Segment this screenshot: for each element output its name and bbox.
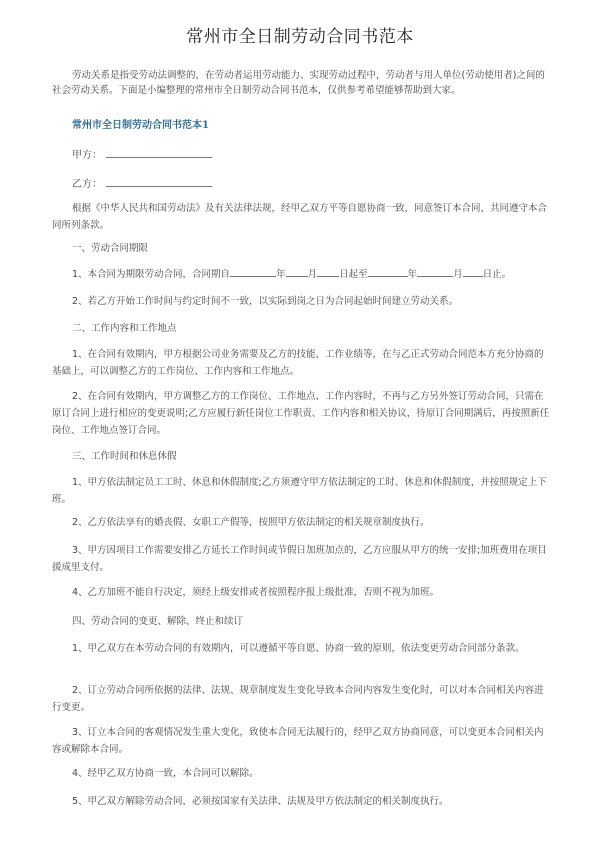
document-title: 常州市全日制劳动合同书范本	[186, 27, 414, 47]
end-month-blank	[417, 267, 453, 277]
hours-clause-3: 3、甲方因项目工作需要安排乙方延长工作时间或节假日加班加点的，乙方应服从甲方的统一安排;加班费用在项目援成里支付。	[52, 545, 547, 573]
party-a-label: 甲方：	[72, 150, 102, 161]
change-clause-2: 2、订立劳动合同所依据的法律、法规、规章制度发生变化导致本合同内容发生变化时，可以对本合同相关内容进行变更。	[52, 685, 544, 713]
hours-clause-1: 1、甲方依法制定员工工时、休息和休假制度;乙方须遵守甲方依法制定的工时、休息和休假制度，并按照规定上下班。	[52, 477, 547, 505]
change-clause-4: 4、经甲乙双方协商一致，本合同可以解除。	[72, 768, 259, 779]
end-year-label: 年	[407, 269, 418, 280]
day-label: 日起至	[339, 269, 368, 280]
month-label: 月	[307, 269, 318, 280]
month-blank	[286, 267, 308, 277]
hours-clause-4: 4、乙方加班不能自行决定，须经上级安排或者按照程序报上级批准，否则不视为加班。	[72, 587, 440, 598]
party-b-row	[72, 175, 212, 190]
party-a-blank	[106, 148, 212, 158]
term-clause-2: 2、若乙方开始工作时间与约定时间不一致，以实际到岗之日为合同起始时间建立劳动关系。	[72, 296, 459, 307]
work-clause-1: 1、在合同有效期内，甲方根据公司业务需要及乙方的技能、工作业绩等，在与乙正式劳动合同范本方充分协商的基础上，可以调整乙方的工作岗位、工作内容和工作地点。	[52, 349, 544, 377]
end-day-label: 日止。	[482, 269, 512, 280]
section-heading-change: 四、劳动合同的变更、解除、终止和续订	[72, 616, 244, 627]
end-day-blank	[463, 267, 483, 277]
basis-paragraph: 根据《中华人民共和国劳动法》及有关法律法规，经甲乙双方平等自愿协商一致，同意签订本合同，共同遵守本合同所列条款。	[52, 203, 548, 231]
term-clause-1-text: 1、本合同为期限劳动合同，合同期自	[72, 269, 231, 280]
change-clause-5: 5、甲乙双方解除劳动合同，必须按国家有关法律、法规及甲方依法制定的相关制度执行。	[72, 796, 449, 807]
end-year-blank	[368, 267, 408, 277]
year-label: 年	[276, 269, 286, 280]
year-blank	[230, 267, 276, 277]
hours-clause-2: 2、乙方依法享有的婚丧假、女职工产假等，按照甲方依法制定的相关规章制度执行。	[72, 517, 430, 528]
section-subtitle: 常州市全日制劳动合同书范本1	[72, 120, 209, 131]
end-month-label: 月	[453, 269, 463, 280]
section-heading-hours: 三、工作时间和休息休假	[72, 451, 177, 462]
party-b-blank	[106, 177, 212, 187]
work-clause-2: 2、在合同有效期内，甲方调整乙方的工作岗位、工作地点、工作内容时，不再与乙方另外签订劳动合同，只需在原订合同上进行相应的变更说明;乙方应履行新任岗位工作职责、工作内容和相关协议，待原订合同期满后，再按照新任岗位、工作地点签订合同。	[52, 391, 550, 436]
party-b-label: 乙方：	[72, 179, 102, 190]
term-clause-1	[52, 266, 552, 283]
day-blank	[317, 267, 339, 277]
intro-paragraph: 劳动关系是指受劳动法调整的，在劳动者运用劳动能力、实现劳动过程中，劳动者与用人单位(劳动使用者)之间的社会劳动关系。下面是小编整理的常州市全日制劳动合同书范本，仅供参考希望能够帮助到大家。	[52, 70, 545, 96]
section-heading-work: 二、工作内容和工作地点	[72, 323, 177, 334]
change-clause-3: 3、订立本合同的客观情况发生重大变化，致使本合同无法履行的，经甲乙双方协商同意，可以变更本合同相关内容或解除本合同。	[52, 727, 544, 755]
section-heading-term: 一、劳动合同期限	[72, 243, 149, 254]
change-clause-1: 1、甲乙双方在本劳动合同的有效期内，可以遵循平等自愿、协商一致的原则，依法变更劳动合同部分条款。	[72, 643, 525, 654]
party-a-row	[72, 146, 212, 161]
